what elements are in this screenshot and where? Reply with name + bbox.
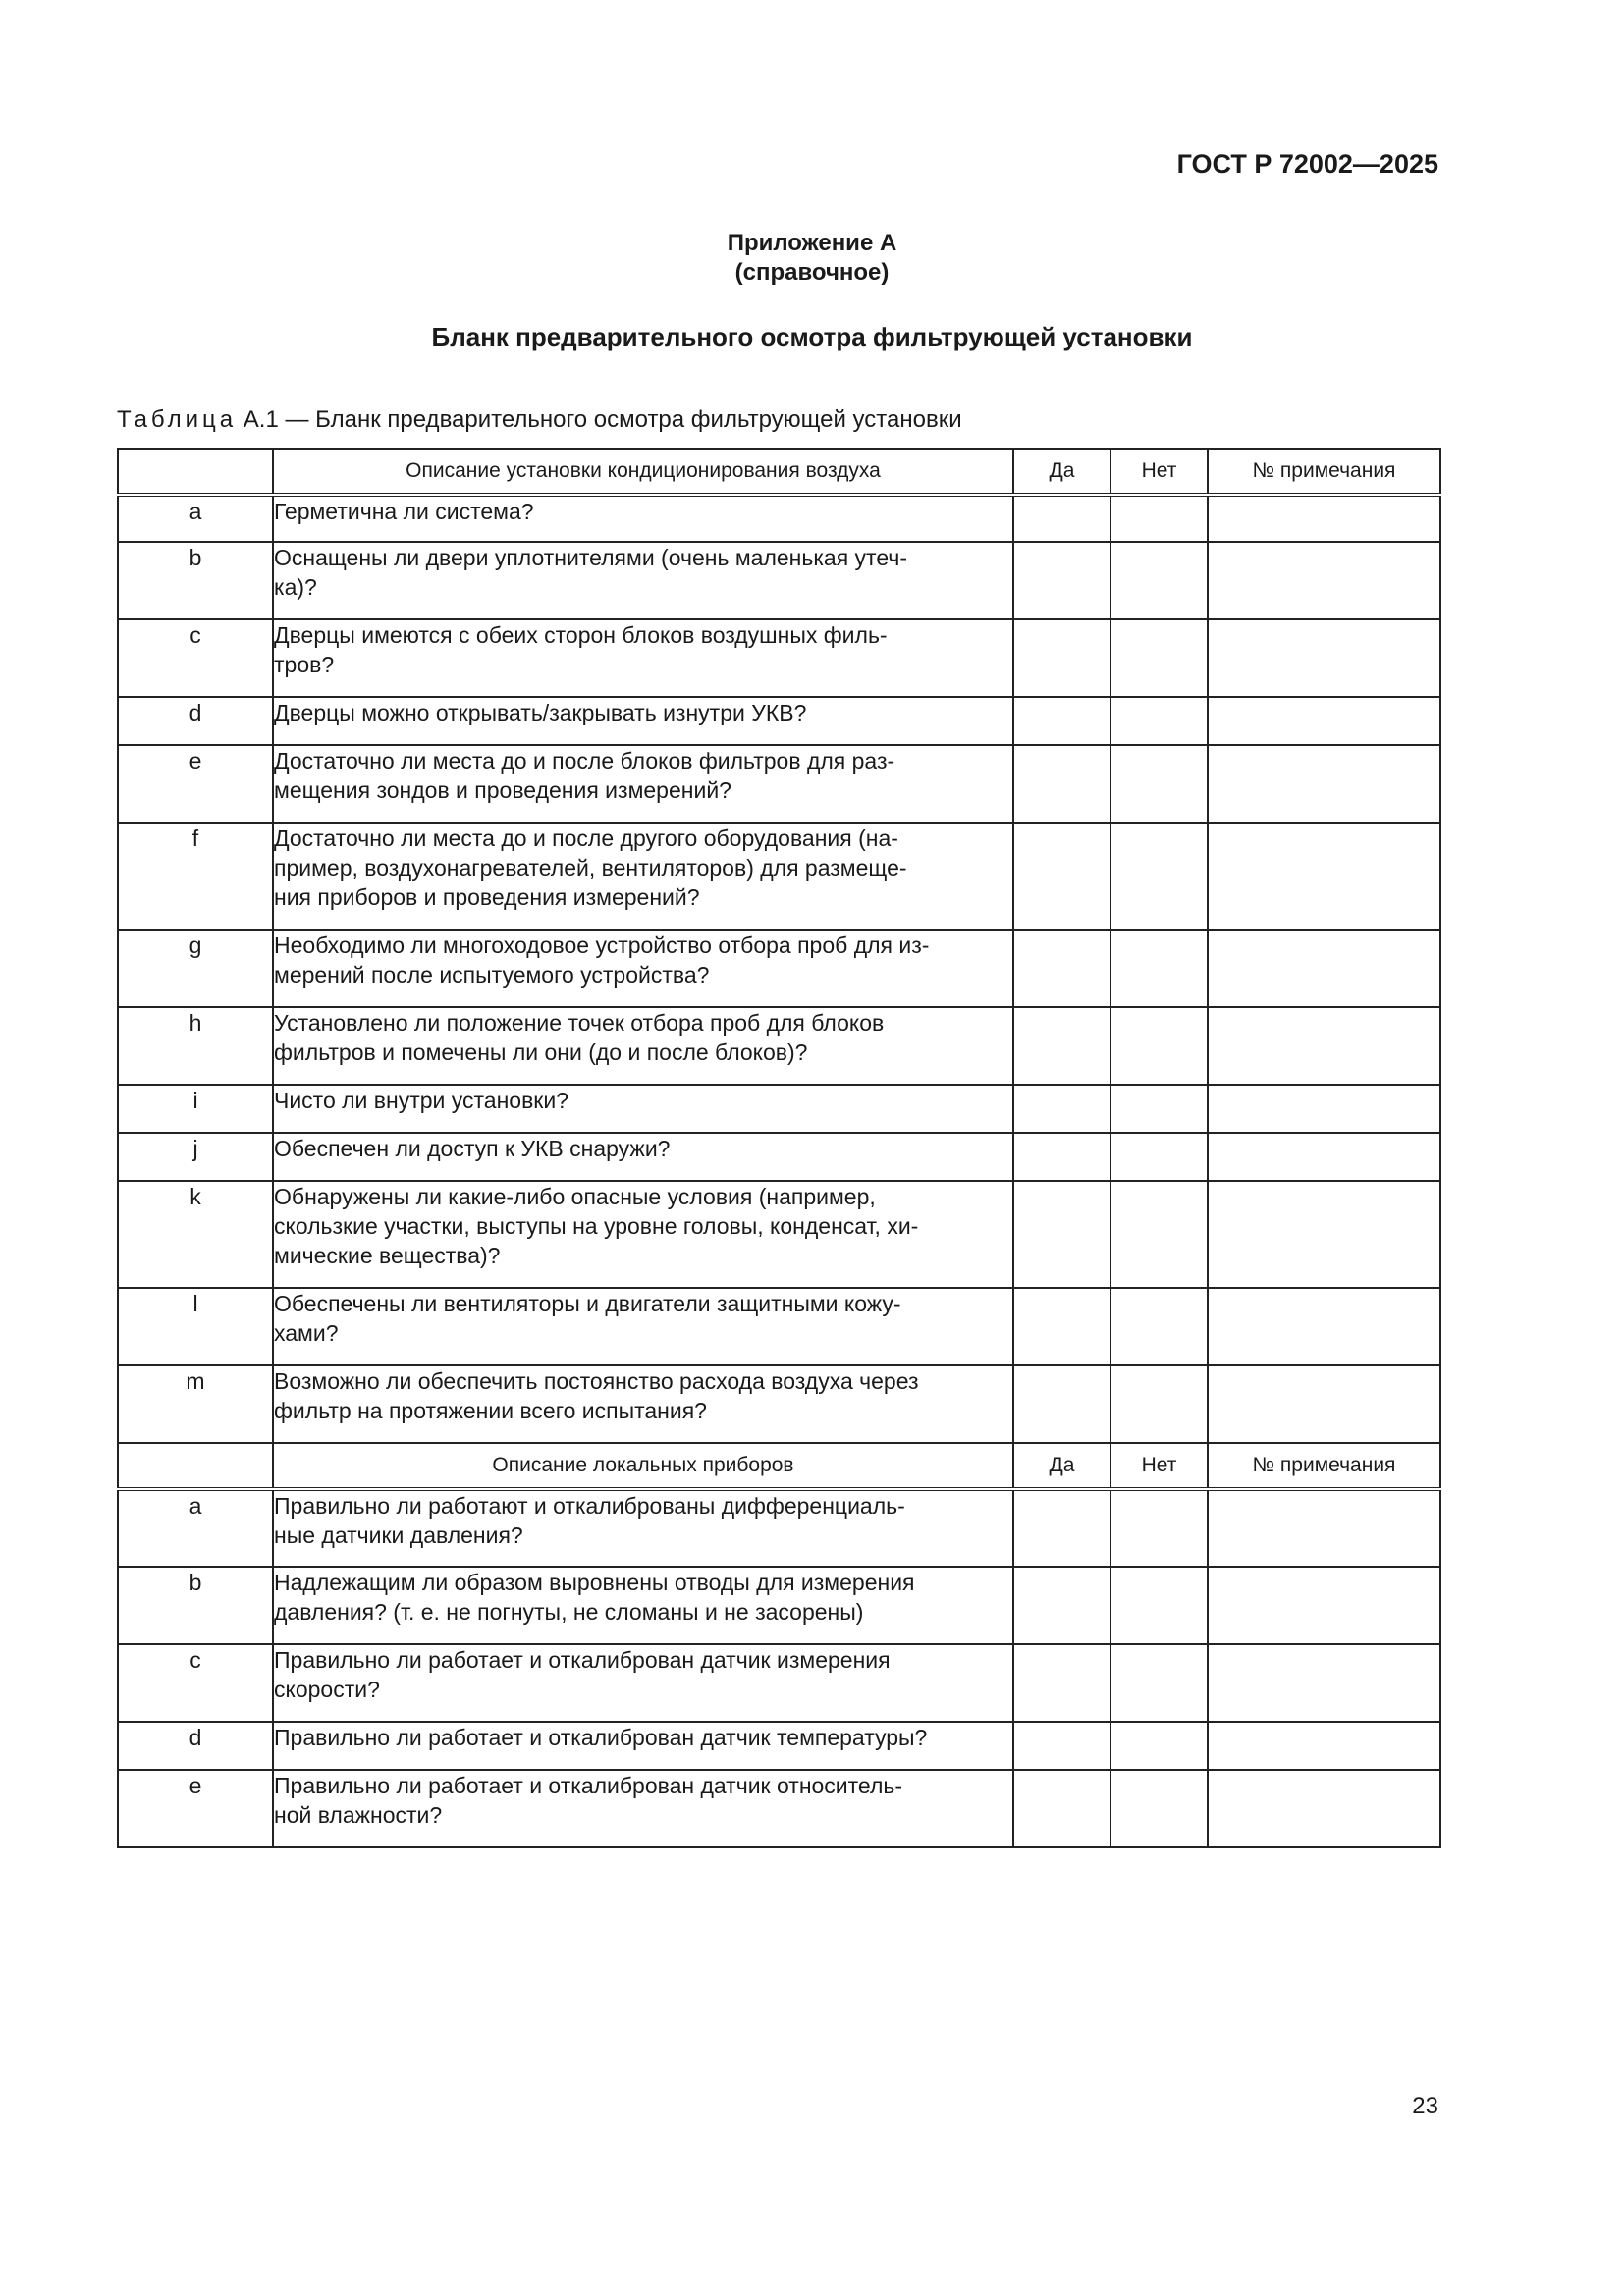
yes-cell[interactable] bbox=[1013, 1085, 1110, 1133]
note-cell[interactable] bbox=[1208, 697, 1440, 745]
header-note: № примечания bbox=[1208, 1443, 1440, 1489]
note-cell[interactable] bbox=[1208, 619, 1440, 697]
note-cell[interactable] bbox=[1208, 542, 1440, 619]
row-question bbox=[273, 1567, 1013, 1644]
row-key: g bbox=[118, 930, 273, 1007]
question-line: Возможно ли обеспечить постоянство расхода воздуха через bbox=[274, 1368, 919, 1394]
no-cell[interactable] bbox=[1110, 1489, 1208, 1567]
row-question bbox=[273, 697, 1013, 745]
yes-cell[interactable] bbox=[1013, 1722, 1110, 1770]
note-cell[interactable] bbox=[1208, 823, 1440, 930]
row-key: d bbox=[118, 1722, 273, 1770]
note-cell[interactable] bbox=[1208, 1288, 1440, 1365]
table-row bbox=[118, 1770, 1440, 1847]
yes-cell[interactable] bbox=[1013, 542, 1110, 619]
question-line: давления? (т. е. не погнуты, не сломаны и не засорены) bbox=[274, 1599, 864, 1625]
yes-cell[interactable] bbox=[1013, 1489, 1110, 1567]
question-line: фильтров и помечены ли они (до и после блоков)? bbox=[274, 1040, 808, 1065]
note-cell[interactable] bbox=[1208, 1085, 1440, 1133]
question-line: Установлено ли положение точек отбора проб для блоков bbox=[274, 1010, 885, 1036]
question-line: скорости? bbox=[274, 1677, 380, 1702]
question-line: Чисто ли внутри установки? bbox=[274, 1088, 568, 1113]
row-key: e bbox=[118, 745, 273, 823]
row-key: d bbox=[118, 697, 273, 745]
no-cell[interactable] bbox=[1110, 1181, 1208, 1288]
table-row bbox=[118, 930, 1440, 1007]
question-line: Достаточно ли места до и после другого оборудования (на- bbox=[274, 826, 898, 851]
note-cell[interactable] bbox=[1208, 1133, 1440, 1181]
no-cell[interactable] bbox=[1110, 1288, 1208, 1365]
question-line: хами? bbox=[274, 1320, 339, 1346]
question-line: скользкие участки, выступы на уровне головы, конденсат, хи- bbox=[274, 1213, 919, 1239]
yes-cell[interactable] bbox=[1013, 823, 1110, 930]
row-question bbox=[273, 542, 1013, 619]
no-cell[interactable] bbox=[1110, 1567, 1208, 1644]
table-row bbox=[118, 542, 1440, 619]
yes-cell[interactable] bbox=[1013, 745, 1110, 823]
question-line: Надлежащим ли образом выровнены отводы для измерения bbox=[274, 1570, 915, 1595]
question-line: Оснащены ли двери уплотнителями (очень маленькая утеч- bbox=[274, 545, 907, 570]
no-cell[interactable] bbox=[1110, 1365, 1208, 1443]
yes-cell[interactable] bbox=[1013, 1644, 1110, 1722]
section1-header-row bbox=[118, 449, 1440, 495]
table-row bbox=[118, 1181, 1440, 1288]
row-key: f bbox=[118, 823, 273, 930]
table-row bbox=[118, 1133, 1440, 1181]
row-key: i bbox=[118, 1085, 273, 1133]
question-line: Дверцы имеются с обеих сторон блоков воздушных филь- bbox=[274, 622, 888, 648]
row-key: h bbox=[118, 1007, 273, 1085]
table-row bbox=[118, 1567, 1440, 1644]
row-key: k bbox=[118, 1181, 273, 1288]
no-cell[interactable] bbox=[1110, 1085, 1208, 1133]
question-line: Правильно ли работает и откалиброван датчик измерения bbox=[274, 1647, 891, 1673]
table-row bbox=[118, 495, 1440, 542]
note-cell[interactable] bbox=[1208, 1722, 1440, 1770]
header-key-blank bbox=[118, 449, 273, 495]
note-cell[interactable] bbox=[1208, 1770, 1440, 1847]
question-line: ния приборов и проведения измерений? bbox=[274, 884, 700, 910]
row-key: c bbox=[118, 1644, 273, 1722]
table-row bbox=[118, 1489, 1440, 1567]
note-cell[interactable] bbox=[1208, 1181, 1440, 1288]
note-cell[interactable] bbox=[1208, 495, 1440, 542]
question-line: пример, воздухонагревателей, вентиляторов) для размеще- bbox=[274, 855, 907, 881]
question-line: Обеспечен ли доступ к УКВ снаружи? bbox=[274, 1136, 671, 1161]
section2-header-row bbox=[118, 1443, 1440, 1489]
note-cell[interactable] bbox=[1208, 930, 1440, 1007]
row-key: b bbox=[118, 1567, 273, 1644]
appendix-title: Приложение А bbox=[727, 230, 897, 256]
no-cell[interactable] bbox=[1110, 823, 1208, 930]
yes-cell[interactable] bbox=[1013, 1133, 1110, 1181]
document-code: ГОСТ Р 72002—2025 bbox=[1176, 149, 1438, 179]
note-cell[interactable] bbox=[1208, 745, 1440, 823]
question-line: Обнаружены ли какие-либо опасные условия (например, bbox=[274, 1184, 876, 1209]
yes-cell[interactable] bbox=[1013, 1365, 1110, 1443]
row-key: a bbox=[118, 495, 273, 542]
yes-cell[interactable] bbox=[1013, 1770, 1110, 1847]
row-question bbox=[273, 1288, 1013, 1365]
yes-cell[interactable] bbox=[1013, 697, 1110, 745]
form-title: Бланк предварительного осмотра фильтрующей установки bbox=[431, 322, 1193, 351]
question-line: мещения зондов и проведения измерений? bbox=[274, 777, 731, 803]
question-line: Дверцы можно открывать/закрывать изнутри УКВ? bbox=[274, 700, 807, 725]
yes-cell[interactable] bbox=[1013, 1288, 1110, 1365]
note-cell[interactable] bbox=[1208, 1489, 1440, 1567]
header-key-blank bbox=[118, 1443, 273, 1489]
table-caption-label: Таблица bbox=[117, 406, 238, 433]
row-question bbox=[273, 1133, 1013, 1181]
question-line: Достаточно ли места до и после блоков фильтров для раз- bbox=[274, 748, 895, 774]
question-line: Правильно ли работает и откалиброван датчик относитель- bbox=[274, 1773, 903, 1798]
no-cell[interactable] bbox=[1110, 619, 1208, 697]
row-question bbox=[273, 1181, 1013, 1288]
page-number: 23 bbox=[1412, 2093, 1438, 2119]
row-key: a bbox=[118, 1489, 273, 1567]
question-line: ные датчики давления? bbox=[274, 1522, 523, 1548]
question-line: Герметична ли система? bbox=[274, 499, 534, 524]
row-key: c bbox=[118, 619, 273, 697]
header-description: Описание локальных приборов bbox=[273, 1443, 1013, 1489]
no-cell[interactable] bbox=[1110, 495, 1208, 542]
table-row bbox=[118, 1365, 1440, 1443]
yes-cell[interactable] bbox=[1013, 495, 1110, 542]
question-line: ной влажности? bbox=[274, 1802, 443, 1828]
note-cell[interactable] bbox=[1208, 1365, 1440, 1443]
header-note: № примечания bbox=[1208, 449, 1440, 495]
yes-cell[interactable] bbox=[1013, 1181, 1110, 1288]
appendix-subtitle: (справочное) bbox=[734, 259, 890, 286]
table-caption-text: А.1 — Бланк предварительного осмотра фильтрующей установки bbox=[243, 406, 962, 433]
table-row bbox=[118, 1722, 1440, 1770]
inspection-table bbox=[117, 448, 1441, 1848]
table-row bbox=[118, 745, 1440, 823]
yes-cell[interactable] bbox=[1013, 1007, 1110, 1085]
row-question bbox=[273, 1489, 1013, 1567]
question-line: Правильно ли работает и откалиброван датчик температуры? bbox=[274, 1725, 928, 1750]
question-line: Необходимо ли многоходовое устройство отбора проб для из- bbox=[274, 933, 930, 958]
row-question bbox=[273, 619, 1013, 697]
no-cell[interactable] bbox=[1110, 542, 1208, 619]
table-row bbox=[118, 1288, 1440, 1365]
row-key: e bbox=[118, 1770, 273, 1847]
header-no: Нет bbox=[1110, 1443, 1208, 1489]
header-no: Нет bbox=[1110, 449, 1208, 495]
row-question bbox=[273, 1644, 1013, 1722]
row-question bbox=[273, 1722, 1013, 1770]
row-key: m bbox=[118, 1365, 273, 1443]
row-question bbox=[273, 823, 1013, 930]
yes-cell[interactable] bbox=[1013, 930, 1110, 1007]
row-question bbox=[273, 495, 1013, 542]
question-line: мерений после испытуемого устройства? bbox=[274, 962, 710, 988]
row-question bbox=[273, 1770, 1013, 1847]
yes-cell[interactable] bbox=[1013, 1567, 1110, 1644]
table-row bbox=[118, 697, 1440, 745]
question-line: ка)? bbox=[274, 574, 317, 600]
table-caption bbox=[117, 406, 962, 434]
no-cell[interactable] bbox=[1110, 1007, 1208, 1085]
question-line: Правильно ли работают и откалиброваны дифференциаль- bbox=[274, 1493, 905, 1519]
no-cell[interactable] bbox=[1110, 745, 1208, 823]
note-cell[interactable] bbox=[1208, 1567, 1440, 1644]
no-cell[interactable] bbox=[1110, 697, 1208, 745]
table-row bbox=[118, 619, 1440, 697]
table-row bbox=[118, 823, 1440, 930]
row-question bbox=[273, 745, 1013, 823]
note-cell[interactable] bbox=[1208, 1644, 1440, 1722]
no-cell[interactable] bbox=[1110, 1770, 1208, 1847]
table-row bbox=[118, 1007, 1440, 1085]
row-key: j bbox=[118, 1133, 273, 1181]
table-row bbox=[118, 1644, 1440, 1722]
row-question bbox=[273, 1365, 1013, 1443]
no-cell[interactable] bbox=[1110, 1133, 1208, 1181]
no-cell[interactable] bbox=[1110, 1722, 1208, 1770]
question-line: мические вещества)? bbox=[274, 1243, 501, 1268]
header-yes: Да bbox=[1013, 1443, 1110, 1489]
question-line: тров? bbox=[274, 652, 335, 677]
row-question bbox=[273, 1007, 1013, 1085]
note-cell[interactable] bbox=[1208, 1007, 1440, 1085]
row-key: l bbox=[118, 1288, 273, 1365]
no-cell[interactable] bbox=[1110, 1644, 1208, 1722]
header-description: Описание установки кондиционирования воздуха bbox=[273, 449, 1013, 495]
row-question bbox=[273, 930, 1013, 1007]
no-cell[interactable] bbox=[1110, 930, 1208, 1007]
row-question bbox=[273, 1085, 1013, 1133]
question-line: Обеспечены ли вентиляторы и двигатели защитными кожу- bbox=[274, 1291, 901, 1316]
question-line: фильтр на протяжении всего испытания? bbox=[274, 1398, 707, 1423]
row-key: b bbox=[118, 542, 273, 619]
table-row bbox=[118, 1085, 1440, 1133]
yes-cell[interactable] bbox=[1013, 619, 1110, 697]
header-yes: Да bbox=[1013, 449, 1110, 495]
